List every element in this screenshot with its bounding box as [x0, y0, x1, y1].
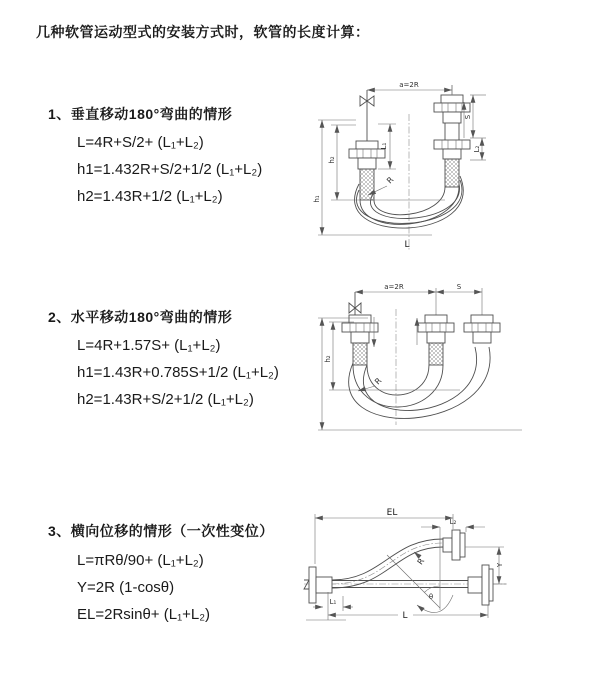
dim-label-a2r: a=2R	[399, 81, 419, 89]
braided-hose-section	[429, 343, 443, 365]
formula-line: h1=1.43R+0.785S+1/2 (L₁+L₂)	[77, 364, 279, 381]
braided-hose-section	[353, 343, 367, 365]
flange-left	[309, 567, 332, 603]
diagram-lateral-displacement	[303, 500, 595, 650]
flange-right	[468, 565, 493, 605]
dim-label-h1: h₁	[313, 195, 321, 203]
dim-label-el: EL	[386, 508, 398, 518]
section-2-heading: 2、水平移动180°弯曲的情形	[48, 309, 233, 325]
section-3-heading: 3、横向位移的情形（一次性变位）	[48, 523, 274, 539]
dimension-a2r	[367, 81, 452, 94]
formula-line: h2=1.43R+S/2+1/2 (L₁+L₂)	[77, 391, 254, 408]
valve-icon	[349, 292, 361, 315]
hose-curves	[349, 347, 490, 418]
hose-assembly-left	[342, 315, 378, 365]
section-3-formulas	[77, 547, 210, 628]
valve-icon	[360, 90, 374, 141]
dimension-l1	[378, 124, 396, 169]
dim-label-l1: L₁	[329, 598, 337, 606]
hose-assembly-middle	[418, 315, 454, 365]
dim-label-h2: h₂	[324, 355, 332, 363]
dim-label-length: L	[404, 240, 410, 250]
diagram-horizontal-180-bend	[310, 285, 595, 450]
formula-line: h2=1.43R+1/2 (L₁+L₂)	[77, 188, 223, 205]
diagram-vertical-180-bend	[312, 72, 592, 258]
dimension-a2r	[355, 283, 482, 315]
formula-line: EL=2Rsinθ+ (L₁+L₂)	[77, 606, 211, 623]
formula-line: L=πRθ/90+ (L₁+L₂)	[77, 552, 204, 569]
dim-label-r: R	[415, 556, 427, 567]
dim-label-a2r: a=2R	[384, 283, 404, 291]
formula-line: L=4R+1.57S+ (L₁+L₂)	[77, 337, 221, 354]
pipe-break-symbol	[304, 580, 309, 589]
radius-leader	[358, 376, 384, 391]
dimension-l2	[470, 138, 486, 160]
rotation-arrow	[417, 595, 453, 613]
dim-label-l2: L₂	[473, 145, 481, 153]
formula-line: Y=2R (1-cosθ)	[77, 579, 175, 596]
dim-label-r: R	[385, 175, 396, 186]
dimension-el	[315, 508, 453, 567]
section-2-formulas	[77, 332, 279, 413]
dimension-s	[436, 283, 482, 292]
dim-label-l1: L₁	[380, 142, 388, 150]
dim-label-y: Y	[496, 562, 504, 568]
dim-label-h2: h₂	[328, 156, 336, 164]
dim-label-theta: θ	[428, 593, 434, 601]
flange-upper-right	[443, 530, 465, 560]
radius-leader	[414, 552, 426, 566]
dim-label-s: S	[464, 114, 472, 120]
dim-label-s: S	[456, 283, 462, 291]
formula-line: h1=1.432R+S/2+1/2 (L₁+L₂)	[77, 161, 263, 178]
dimension-s	[464, 95, 486, 138]
dimension-length	[328, 592, 488, 621]
fitting-dimension-arrows	[374, 317, 417, 347]
hose-assembly-right-moved	[464, 315, 500, 343]
page-title: 几种软管运动型式的安装方式时，软管的长度计算：	[36, 24, 370, 40]
section-1-formulas	[77, 129, 262, 210]
braided-hose-section	[445, 159, 459, 187]
hose-assembly-right	[434, 85, 470, 187]
dimension-h2	[328, 125, 445, 200]
dim-label-length: L	[402, 611, 408, 621]
section-1-heading: 1、垂直移动180°弯曲的情形	[48, 106, 233, 122]
formula-line: L=4R+S/2+ (L₁+L₂)	[77, 134, 204, 151]
dim-label-r: R	[373, 376, 384, 387]
dim-label-l2: L₂	[449, 518, 457, 526]
